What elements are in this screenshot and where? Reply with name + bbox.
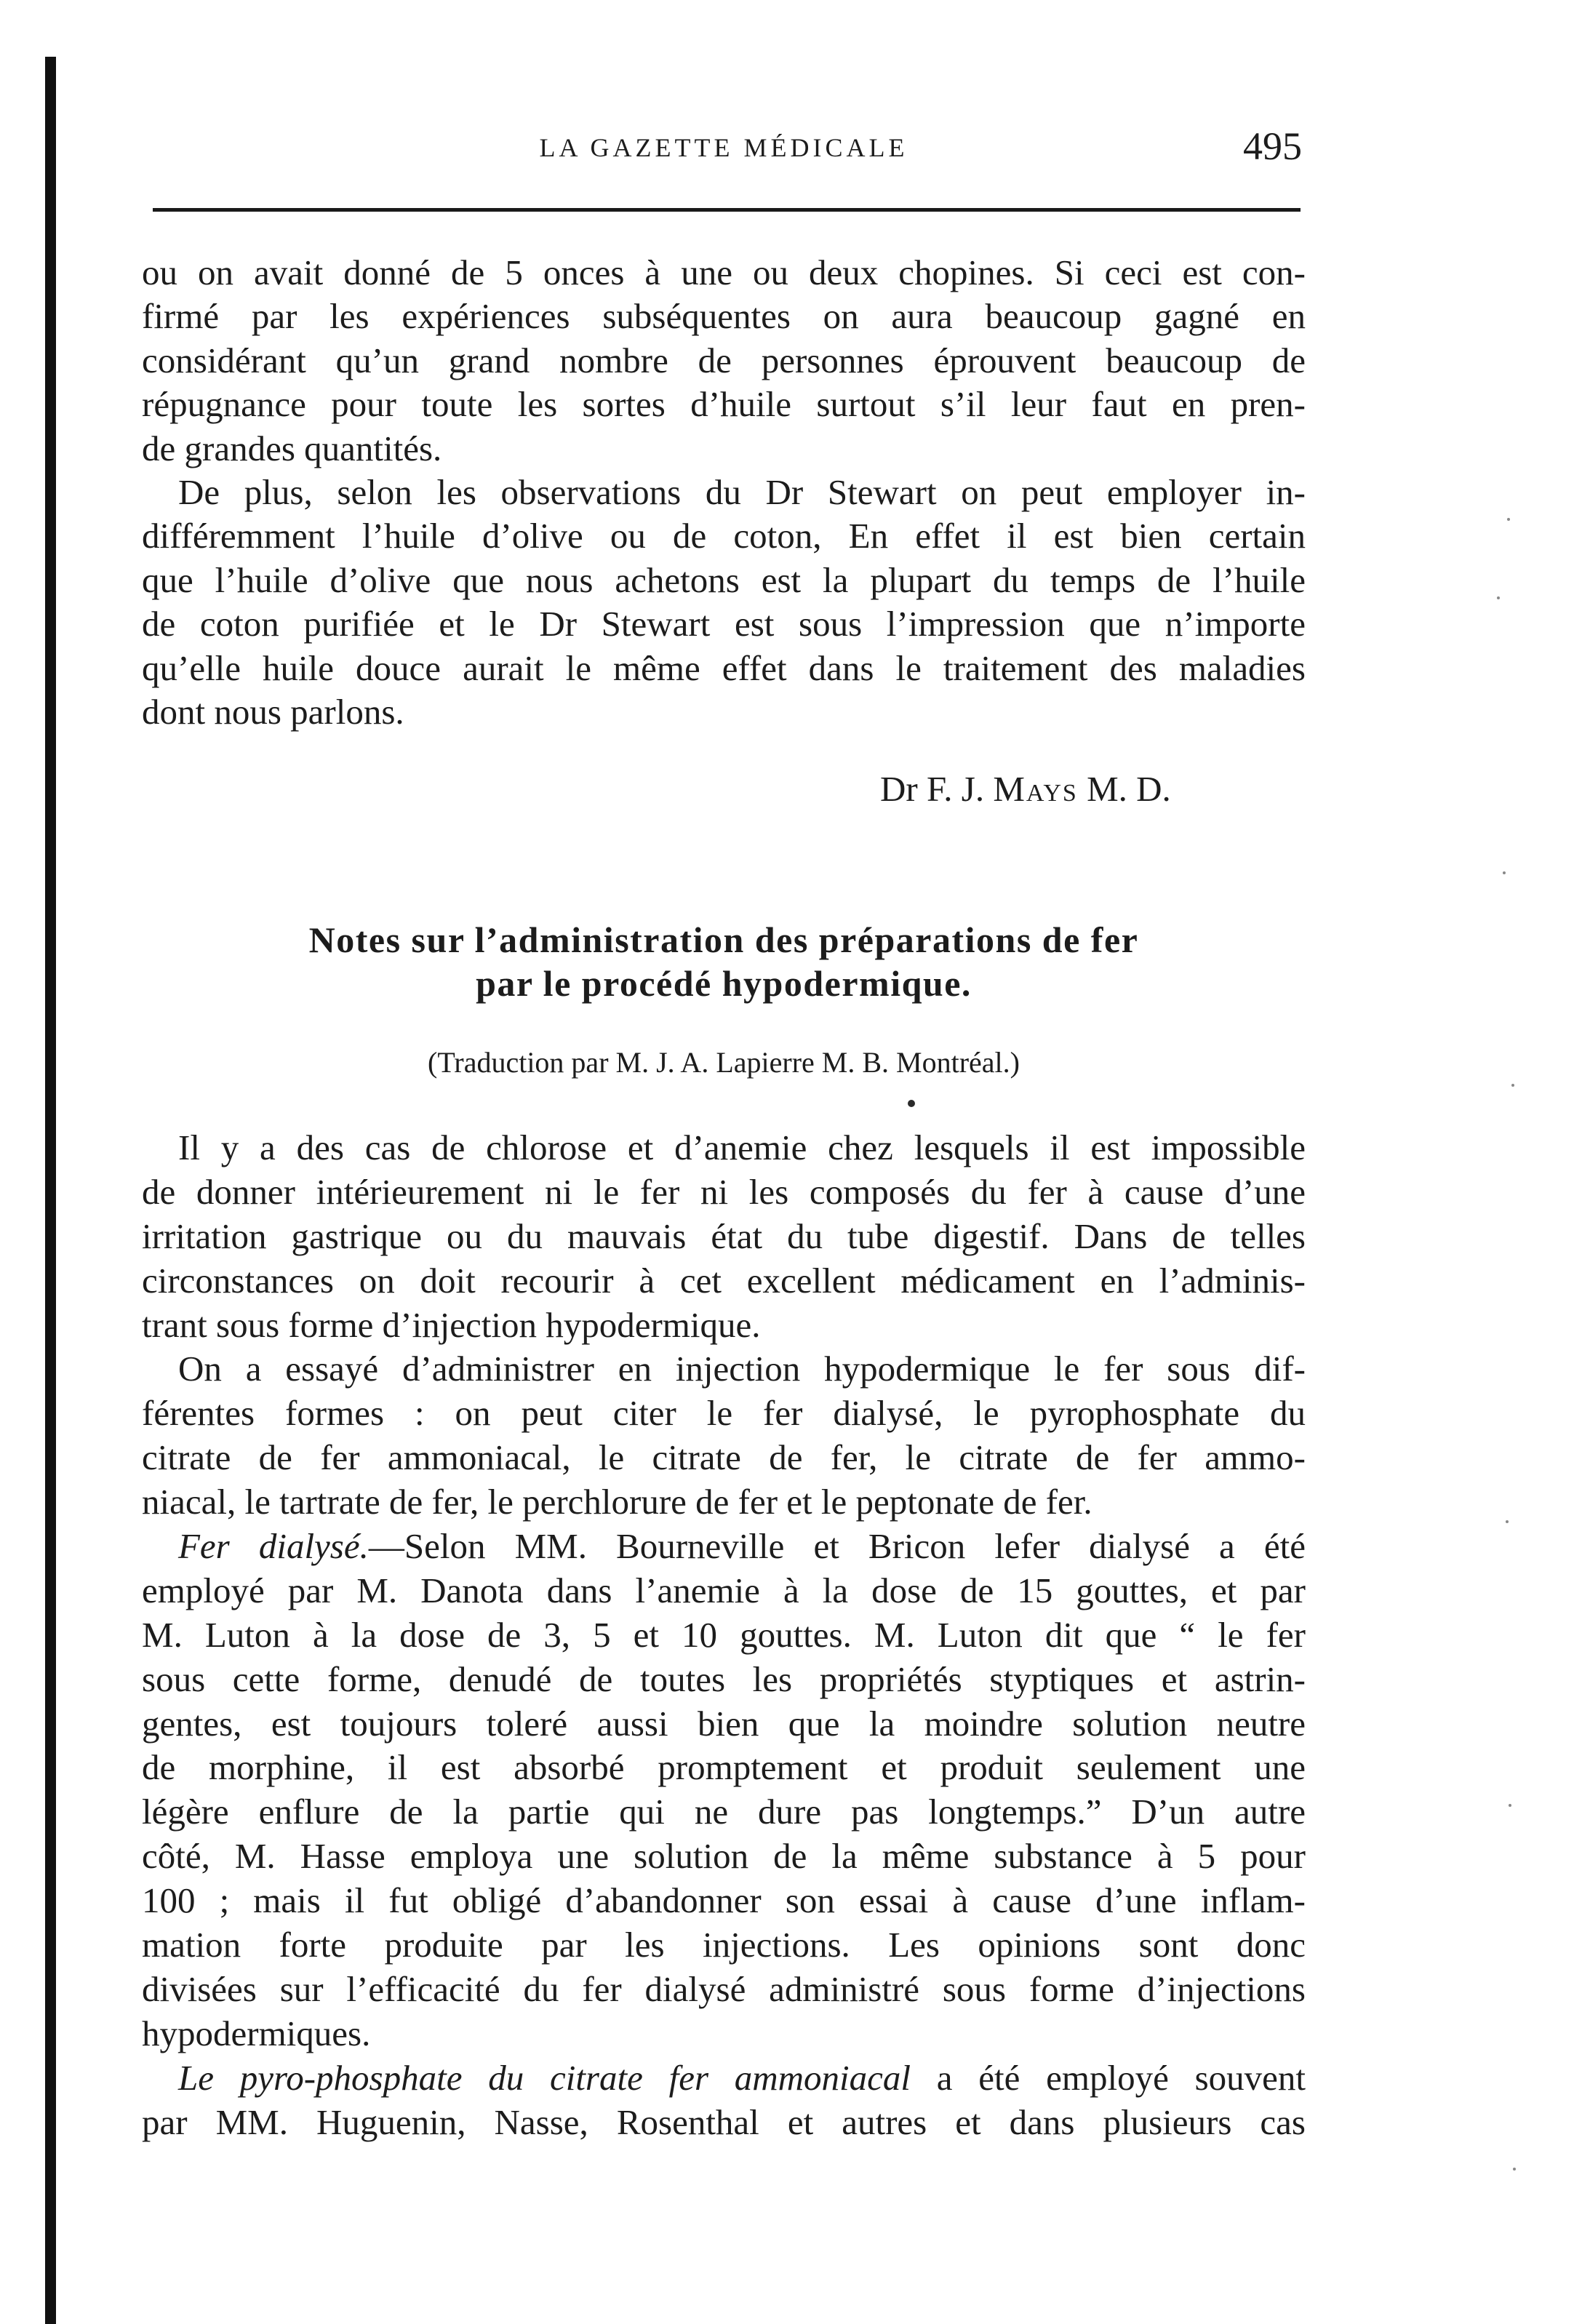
text-line: que l’huile d’olive que nous achetons est la plupart du temps de l’huile — [142, 559, 1306, 600]
text-line: firmé par les expériences subséquentes on aura beaucoup gagné en — [142, 296, 1306, 337]
scan-speck — [1513, 2168, 1516, 2171]
text-line: de donner intérieurement ni le fer ni les composés du fer à cause d’une — [142, 1171, 1306, 1212]
text-line: sous cette forme, denudé de toutes les propriétés styptiques et astrin- — [142, 1658, 1306, 1699]
signature-prefix: Dr F. J. — [880, 769, 985, 809]
scan-speck — [1503, 871, 1506, 874]
text-line: citrate de fer ammoniacal, le citrate de fer, le citrate de fer ammo- — [142, 1437, 1306, 1478]
header-rule — [153, 208, 1301, 212]
section-term: Fer dialysé. — [178, 1526, 369, 1567]
scan-speck — [1507, 518, 1510, 521]
scan-speck — [1511, 1084, 1514, 1087]
text-line: divisées sur l’efficacité du fer dialysé administré sous forme d’injections — [142, 1968, 1306, 2009]
scan-speck — [1509, 1804, 1511, 1807]
text-fragment: a été employé souvent — [911, 2057, 1306, 2098]
text-line: 100 ; mais il fut obligé d’abandonner son essai à cause d’une inflam- — [142, 1880, 1306, 1921]
text-line: trant sous forme d’injection hypodermique. — [142, 1304, 761, 1345]
section-term: Le pyro-phosphate du citrate fer ammoniacal — [178, 2057, 911, 2098]
text-line: de morphine, il est absorbé promptement et produit seulement une — [142, 1747, 1306, 1788]
author-signature — [880, 767, 1171, 811]
signature-suffix: M. D. — [1087, 769, 1171, 809]
text-line: côté, M. Hasse employa une solution de la même substance à 5 pour — [142, 1836, 1306, 1877]
text-line: circonstances on doit recourir à cet excellent médicament en l’adminis- — [142, 1260, 1306, 1301]
text-line: Il y a des cas de chlorose et d’anemie chez lesquels il est impossible — [178, 1127, 1306, 1167]
text-line: par MM. Huguenin, Nasse, Rosenthal et autres et dans plusieurs cas — [142, 2101, 1306, 2142]
ornament-dot — [908, 1100, 915, 1107]
article-title-line: par le procédé hypodermique. — [476, 963, 972, 1004]
text-line: gentes, est toujours toleré aussi bien que la moindre solution neutre — [142, 1703, 1306, 1744]
page-header — [145, 124, 1302, 182]
text-line: qu’elle huile douce aurait le même effet dans le traitement des maladies — [142, 647, 1306, 688]
text-line: différemment l’huile d’olive ou de coton, En effet il est bien certain — [142, 516, 1306, 556]
continued-text — [142, 251, 1306, 734]
article-title-line: Notes sur l’administration des préparations de fer — [308, 919, 1139, 960]
scan-speck — [1497, 596, 1500, 599]
text-line: répugnance pour toute les sortes d’huile surtout s’il leur faut en pren- — [142, 384, 1306, 425]
text-line: M. Luton à la dose de 3, 5 et 10 gouttes. M. Luton dit que “ le fer — [142, 1614, 1306, 1655]
running-title: LA GAZETTE MÉDICALE — [539, 133, 908, 162]
text-line: de grandes quantités. — [142, 428, 442, 468]
text-line: niacal, le tartrate de fer, le perchlorure de fer et le peptonate de fer. — [142, 1482, 1092, 1522]
text-line — [142, 1525, 1306, 1569]
text-line: dont nous parlons. — [142, 691, 404, 732]
page-binding-edge — [45, 57, 56, 2324]
translation-credit: (Traduction par M. J. A. Lapierre M. B. Montréal.) — [428, 1046, 1020, 1079]
text-line: légère enflure de la partie qui ne dure pas longtemps.” D’un autre — [142, 1792, 1306, 1832]
scan-speck — [1506, 1520, 1509, 1523]
text-line: mation forte produite par les injections. Les opinions sont donc — [142, 1925, 1306, 1965]
text-line: De plus, selon les observations du Dr Stewart on peut employer in- — [178, 471, 1306, 512]
text-line: férentes formes : on peut citer le fer dialysé, le pyrophosphate du — [142, 1393, 1306, 1434]
text-line: On a essayé d’administrer en injection hypodermique le fer sous dif- — [178, 1349, 1306, 1389]
text-line: employé par M. Danota dans l’anemie à la dose de 15 gouttes, et par — [142, 1570, 1306, 1610]
page-number: 495 — [1243, 124, 1302, 168]
text-line: irritation gastrique ou du mauvais état du tube digestif. Dans de telles — [142, 1215, 1306, 1256]
text-line — [142, 2056, 1306, 2101]
text-line: considérant qu’un grand nombre de personnes éprouvent beaucoup de — [142, 340, 1306, 380]
text-line: de coton purifiée et le Dr Stewart est sous l’impression que n’importe — [142, 604, 1306, 644]
signature-name: Mays — [993, 769, 1078, 809]
text-fragment: —Selon MM. Bourneville et Bricon lefer dialysé a été — [368, 1526, 1306, 1567]
text-line: ou on avait donné de 5 onces à une ou deux chopines. Si ceci est con- — [142, 252, 1306, 292]
article-title — [145, 918, 1302, 1005]
article-body — [142, 1126, 1306, 2144]
text-line: hypodermiques. — [142, 2013, 371, 2053]
